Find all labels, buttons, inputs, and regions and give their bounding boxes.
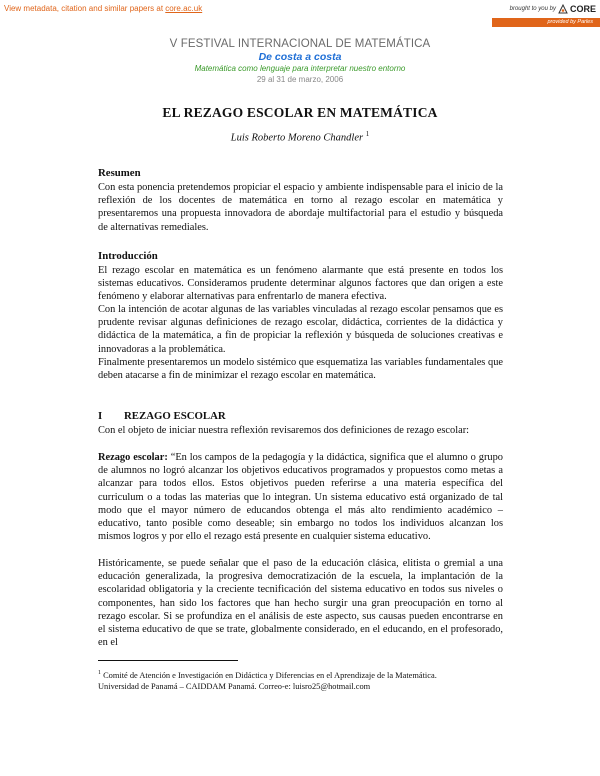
footnote-rule	[98, 660, 238, 661]
introduccion-heading: Introducción	[98, 250, 158, 262]
definition-text: “En los campos de la pedagogía y la didáctica, significa que el alumno o grupo de alumnos no logró alcanzar los objetivos educativos programados y propuestos como metas a alcanzar para todos ellos. Estos objetivos pueden referirse a una materia específica del curriculum o a todas las materias que lo integran. Un sistema educativo está organizado de tal modo que el mayor número de educandos obtenga el más alto rendimiento académico – educativo, tanto posible como deseable; sin embargo no todos los individuos alcanzan los mismos logros y por ello el rezago está presente en cualquier sistema educativo.	[98, 452, 503, 543]
definition-label: Rezago escolar:	[98, 452, 168, 463]
author-name: Luis Roberto Moreno Chandler	[230, 132, 364, 144]
resumen-heading: Resumen	[98, 167, 141, 179]
core-metadata-link[interactable]	[4, 4, 202, 13]
provided-by-label: provided by Parles	[544, 18, 596, 26]
core-brand[interactable]	[510, 2, 596, 15]
festival-title: V FESTIVAL INTERNACIONAL DE MATEMÁTICA	[169, 38, 431, 50]
author-footnote-marker: 1	[365, 130, 370, 138]
festival-subtitle: De costa a costa	[258, 51, 342, 63]
introduccion-paragraph-2: Con la intención de acotar algunas de las variables vinculadas al rezago escolar pensamos que es prudente revisar algunas definiciones de rezago escolar, didáctica, corrientes de la didáctica y didáctica de la matemática, a fin de propiciar la reflexión y búsqueda de soluciones creativas e innovadoras a la problemática.	[98, 304, 503, 355]
section-number: I	[98, 410, 103, 422]
paper-title: EL REZAGO ESCOLAR EN MATEMÁTICA	[162, 105, 438, 120]
definition-paragraph	[98, 451, 503, 543]
core-logo-icon	[558, 4, 568, 14]
historical-paragraph: Históricamente, se puede señalar que el paso de la educación clásica, elitista o gremial a una educación generalizada, la progresiva democratización de la escuela, la implantación de la escolaridad obligatoria y la creciente tecnificación del sistema educativo en todos sus niveles o componentes, han sido los factores que han hecho surgir una gran preocupación en torno al rezago escolar. Si se profundiza en el análisis de este aspecto, sus causas pueden encontrarse en el sistema educativo de que se trate, globalmente considerado, en el educando, en el profesorado, en el	[98, 558, 503, 649]
festival-theme: Matemática como lenguaje para interpretar nuestro entorno	[194, 64, 406, 73]
core-link-prefix: View metadata, citation and similar papers at	[4, 4, 166, 13]
introduccion-paragraph-3: Finalmente presentaremos un modelo sistémico que esquematiza las variables fundamentales que deben atacarse a fin de minimizar el rezago escolar en matemática.	[98, 357, 503, 382]
brought-to-you-by: brought to you by	[509, 5, 556, 12]
footnote-line-1: Comité de Atención e Investigación en Didáctica y Diferencias en el Aprendizaje de la Matemática.	[101, 670, 437, 680]
section-intro-paragraph: Con el objeto de iniciar nuestra reflexión revisaremos dos definiciones de rezago escolar:	[98, 425, 470, 436]
resumen-text: Con esta ponencia pretendemos propiciar el espacio y ambiente indispensable para el inicio de la reflexión de los docentes de matemática en torno al rezago escolar en matemática y presentaremos una propuesta innovadora de abordaje multifactorial para el estudio y búsqueda de alternativas remediales.	[98, 182, 503, 233]
footnote-number: 1	[98, 670, 101, 676]
core-link-text[interactable]: core.ac.uk	[165, 4, 203, 13]
festival-dates: 29 al 31 de marzo, 2006	[256, 75, 344, 84]
core-banner	[0, 0, 600, 17]
introduccion-paragraph-1: El rezago escolar en matemática es un fenómeno alarmante que está presente en todos los sistemas educativos. Consideramos prudente determinar algunos factores que dan origen a este fenómeno y elaborar alternativas para enfrentarlo de manera efectiva.	[98, 265, 503, 303]
core-brand-name: CORE	[569, 3, 596, 14]
section-heading: REZAGO ESCOLAR	[124, 410, 226, 422]
footnote-line-2: Universidad de Panamá – CAIDDAM Panamá. Correo-e: luisro25@hotmail.com	[98, 681, 371, 691]
author-line	[0, 130, 600, 144]
footnote	[98, 668, 518, 692]
